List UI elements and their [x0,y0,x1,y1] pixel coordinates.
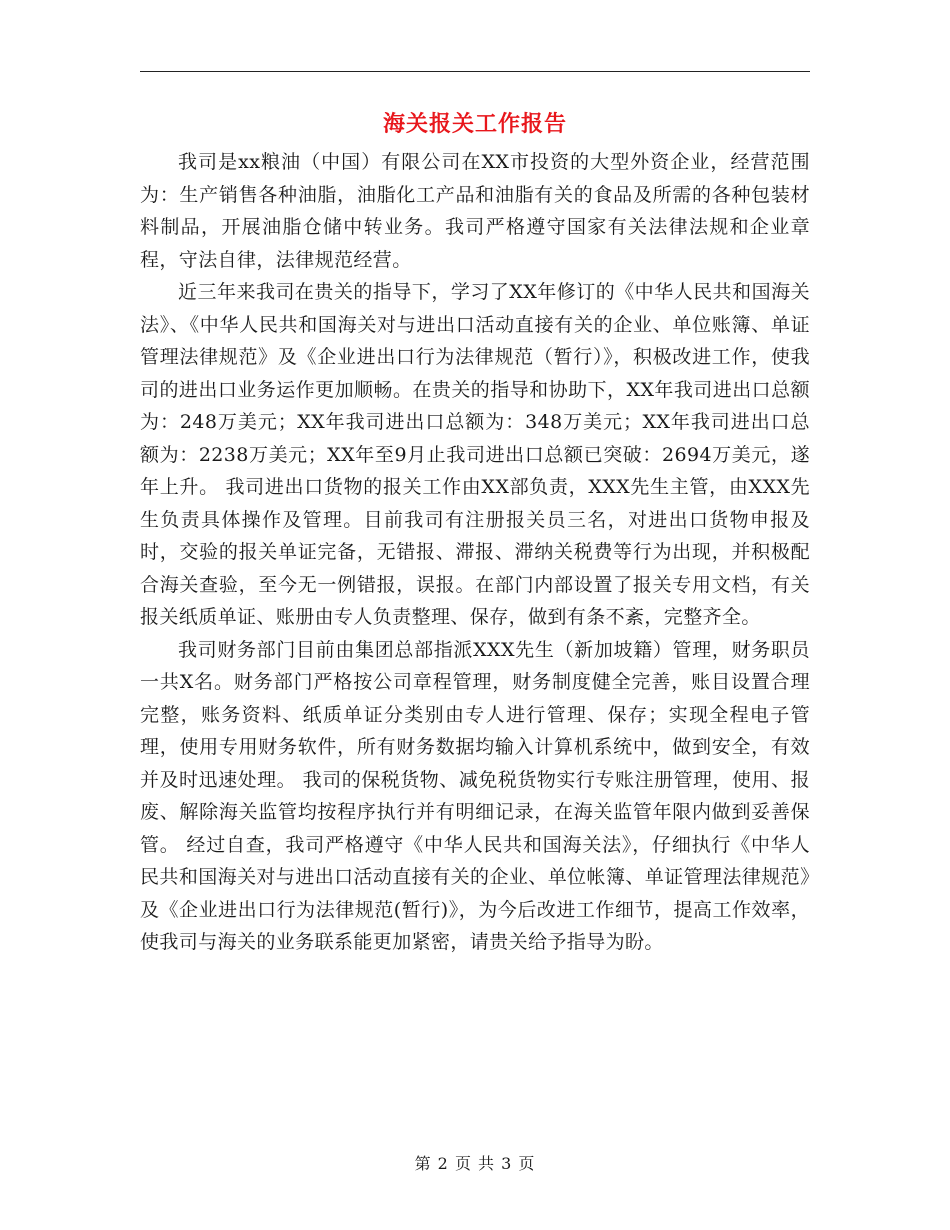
paragraph-company-intro: 我司是xx粮油（中国）有限公司在XX市投资的大型外资企业，经营范围为：生产销售各种油脂，油脂化工产品和油脂有关的食品及所需的各种包装材料制品，开展油脂仓储中转业务。我司严格遵守国家有关法律法规和企业章程，守法自律，法律规范经营。 [140,151,810,271]
document-title: 海关报关工作报告 [382,111,567,137]
header-rule [140,71,810,72]
page-number: 第 2 页 共 3 页 [414,1154,536,1173]
paragraph-finance-management: 我司财务部门目前由集团总部指派XXX先生（新加坡籍）管理，财务职员一共X名。财务部门严格按公司章程管理，财务制度健全完善，账目设置合理完整，账务资料、纸质单证分类别由专人进行管理、保存；实现全程电子管理，使用专用财务软件，所有财务数据均输入计算机系统中，做到安全，有效并及时迅速处理。 我司的保税货物、减免税货物实行专账注册管理，使用、报废、解除海关监管均按程序执行并有明细记录，在海关监管年限内做到妥善保管。 经过自查，我司严格遵守《中华人民共和国海关法》，仔细执行《中华人民共和国海关对与进出口活动直接有关的企业、单位帐簿、单证管理法律规范》及《企业进出口行为法律规范(暂行)》，为今后改进工作细节，提高工作效率，使我司与海关的业务联系能更加紧密，请贵关给予指导为盼。 [140,638,810,953]
paragraph-customs-work: 近三年来我司在贵关的指导下，学习了XX年修订的《中华人民共和国海关法》、《中华人民共和国海关对与进出口活动直接有关的企业、单位账簿、单证管理法律规范》及《企业进出口行为法律规范（暂行）》，积极改进工作，使我司的进出口业务运作更加顺畅。在贵关的指导和协助下，XX年我司进出口总额为：248万美元；XX年我司进出口总额为：348万美元；XX年我司进出口总额为：2238万美元；XX年至9月止我司进出口总额已突破：2694万美元，遂年上升。 我司进出口货物的报关工作由XX部负责，XXX先生主管，由XXX先生负责具体操作及管理。目前我司有注册报关员三名，对进出口货物申报及时，交验的报关单证完备，无错报、滞报、滞纳关税费等行为出现，并积极配合海关查验，至今无一例错报，误报。在部门内部设置了报关专用文档，有关报关纸质单证、账册由专人负责整理、保存，做到有条不紊，完整齐全。 [140,281,810,628]
document-body [140,146,810,959]
